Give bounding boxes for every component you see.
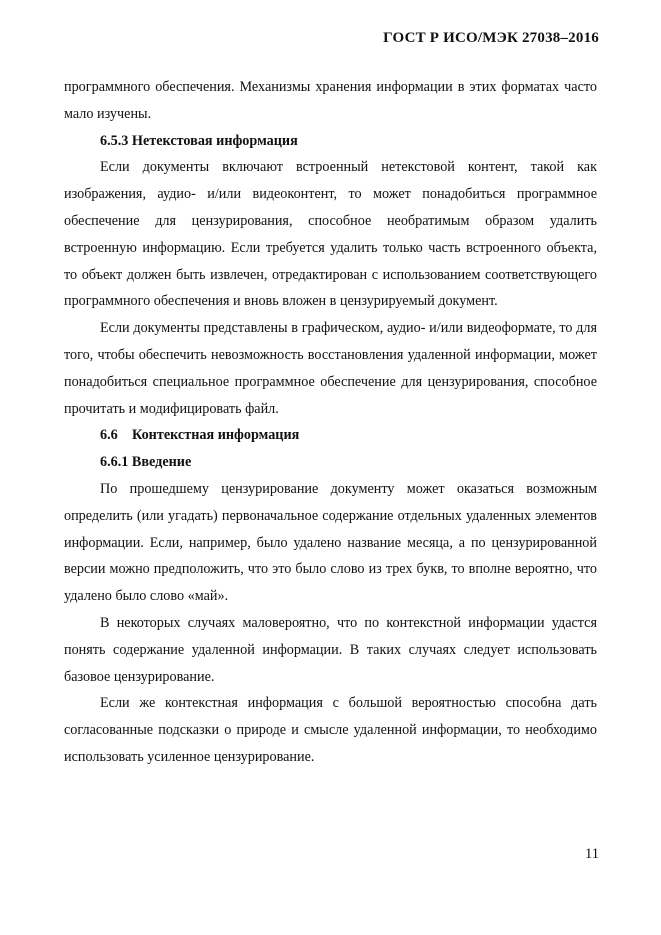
document-body xyxy=(64,74,597,771)
document-header: ГОСТ Р ИСО/МЭК 27038–2016 xyxy=(383,30,599,46)
paragraph: Если документы включают встроенный нетекстовой контент, такой как изображения, аудио- и/или видеоконтент, то может понадобиться программное обеспечение для цензурирования, способное необратимым образом удалить встроенную информацию. Если требуется удалить только часть встроенного объекта, то объект должен быть извлечен, отредактирован с использованием соответствующего программного обеспечения и вновь вложен в цензурируемый документ. xyxy=(64,159,597,310)
section-title: Контекстная информация xyxy=(132,427,300,444)
paragraph: По прошедшему цензурирование документу может оказаться возможным определить (или угадать) первоначальное содержание отдельных удаленных элементов информации. Если, например, было удалено название месяца, а по цензурированной версии можно предположить, что это было слово из трех букв, то вполне вероятно, что удалено было слово «май». xyxy=(64,480,597,605)
paragraph: Если же контекстная информация с большой вероятностью способна дать согласованные подсказки о природе и смысле удаленной информации, то необходимо использовать усиленное цензурирование. xyxy=(64,695,597,765)
continuation-paragraph: программного обеспечения. Механизмы хранения информации в этих форматах часто мало изучены. xyxy=(64,79,597,122)
paragraph: Если документы представлены в графическом, аудио- и/или видеоформате, то для того, чтобы обеспечить невозможность восстановления удаленной информации, может понадобиться специальное программное обеспечение для цензурирования, способное прочитать и модифицировать файл. xyxy=(64,320,597,417)
section-heading-6-6 xyxy=(64,422,597,449)
section-heading-6-6-1: 6.6.1 Введение xyxy=(100,454,192,471)
section-heading-6-5-3: 6.5.3 Нетекстовая информация xyxy=(100,132,298,149)
paragraph: В некоторых случаях маловероятно, что по контекстной информации удастся понять содержание удаленной информации. В таких случаях следует использовать базовое цензурирование. xyxy=(64,614,597,685)
page-number: 11 xyxy=(585,846,599,862)
section-number: 6.6 xyxy=(100,427,118,444)
